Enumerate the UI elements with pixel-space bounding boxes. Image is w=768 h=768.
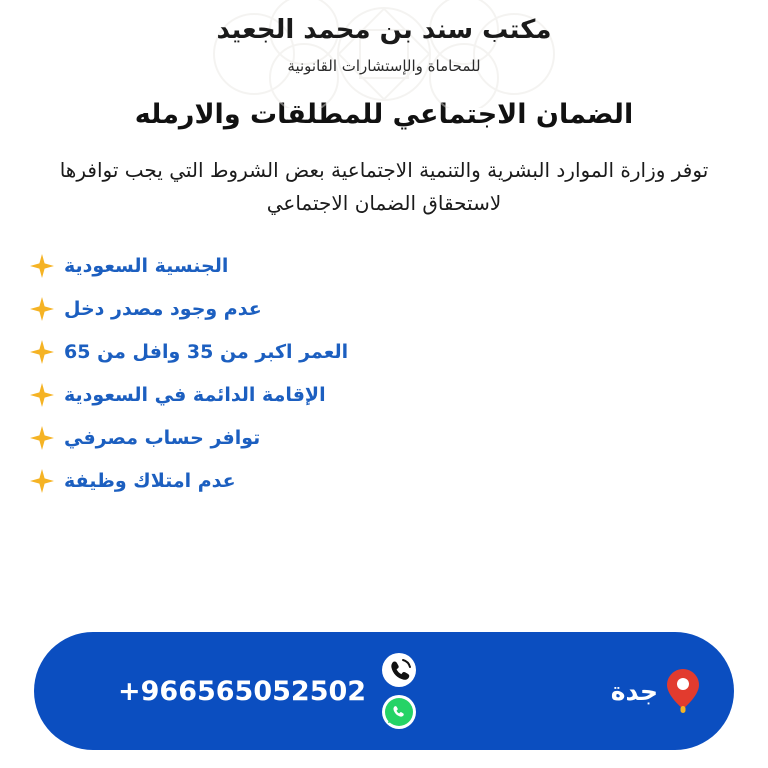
list-item-label: الإقامة الدائمة في السعودية: [64, 383, 326, 406]
list-item: [0, 426, 768, 450]
sparkle-icon: [30, 297, 54, 321]
contact-footer-bar: [34, 632, 734, 750]
sparkle-icon: [30, 340, 54, 364]
office-name: مكتب سند بن محمد الجعيد: [216, 15, 552, 45]
phone-handset-icon[interactable]: [380, 651, 418, 689]
list-item-label: الجنسية السعودية: [64, 254, 229, 277]
phone-number[interactable]: +966565052502: [118, 675, 367, 707]
header-logo-block: [0, 0, 768, 75]
contact-group[interactable]: [118, 651, 418, 731]
whatsapp-icon[interactable]: [380, 693, 418, 731]
list-item-label: عدم وجود مصدر دخل: [64, 297, 262, 320]
page-title: الضمان الاجتماعي للمطلقات والارمله: [134, 98, 634, 130]
list-item-label: توافر حساب مصرفي: [64, 426, 261, 449]
city-group: [611, 668, 700, 714]
location-pin-icon: [666, 668, 700, 714]
sparkle-icon: [30, 469, 54, 493]
list-item-label: العمر اكبر من 35 وافل من 65: [64, 340, 349, 363]
list-item-label: عدم امتلاك وظيفة: [64, 469, 236, 492]
city-label: جدة: [610, 676, 658, 706]
list-item: [0, 469, 768, 493]
office-subtitle: للمحاماة والإستشارات القانونية: [287, 56, 481, 75]
list-item: [0, 383, 768, 407]
list-item: [0, 340, 768, 364]
list-item: [0, 297, 768, 321]
sparkle-icon: [30, 383, 54, 407]
conditions-list: [0, 254, 768, 493]
intro-paragraph: توفر وزارة الموارد البشرية والتنمية الاجتماعية بعض الشروط التي يجب توافرها لاستحقاق الضمان الاجتماعي: [59, 157, 709, 215]
sparkle-icon: [30, 254, 54, 278]
list-item: [0, 254, 768, 278]
sparkle-icon: [30, 426, 54, 450]
contact-icons[interactable]: [380, 651, 418, 731]
